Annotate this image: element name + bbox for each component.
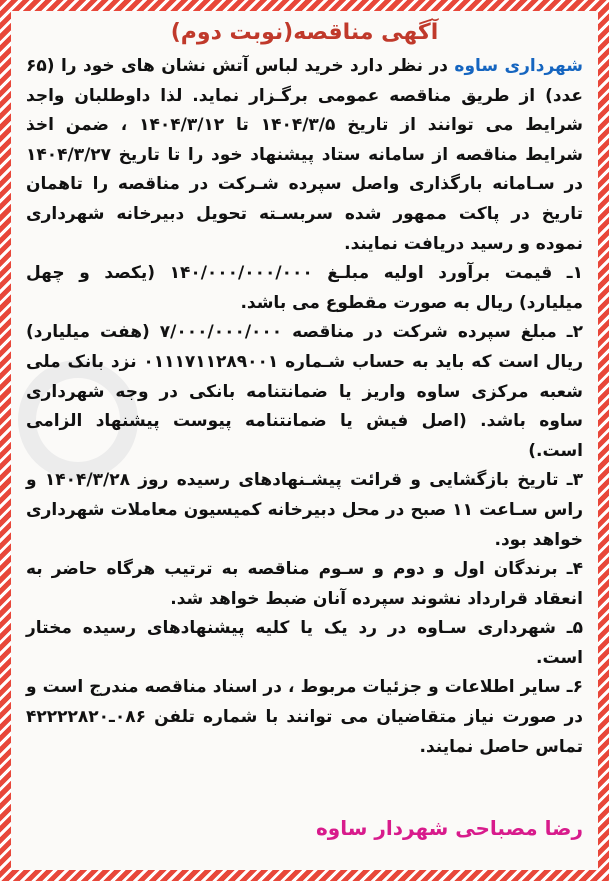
intro-paragraph (26, 52, 583, 259)
clause-2: ۲ـ مبلغ سپرده شرکت در مناقصه ۷/۰۰۰/۰۰۰/۰۰۰ (هفت میلیارد) ریال است که باید به حساب شـماره ۰۱۱۱۷۱۱۲۸۹۰۰۱ نزد بانک ملی شعبه مرکزی ساوه واریز یا ضمانتنامه بانکی در وجه شهرداری ساوه باشد. (اصل فیش یا ضمانتنامه پیوست پیشنهاد الزامی است.) (26, 322, 583, 461)
clause-6: ۶ـ سایر اطلاعات و جزئیات مربوط ، در اسناد مناقصه مندرج است و در صورت نیاز متقاضیان می توانند با شماره تلفن ۰۸۶ـ۴۲۲۲۲۸۲۰ تماس حاصل نمایند. (26, 677, 583, 757)
notice-body (26, 16, 583, 866)
clause-5: ۵ـ شهرداری سـاوه در رد یک یا کلیه پیشنهادهای رسیده مختار است. (26, 618, 583, 668)
organization-name: شهرداری ساوه (454, 56, 583, 76)
clause-1: ۱ـ قیمت برآورد اولیه مبلـغ ۱۴۰/۰۰۰/۰۰۰/۰۰۰ (یکصد و چهل میلیارد) ریال به صورت مقطوع می باشد. (26, 263, 583, 313)
intro-text: در نظر دارد خرید لباس آتش نشان های خود را (۶۵ عدد) از طریق مناقصه عمومی برگـزار نماید. لذا داوطلبان واجد شرایط می توانند از تاریخ ۱۴۰۴/۳/۵ تا ۱۴۰۴/۳/۱۲ ، ضمن اخذ شرایط مناقصه از سامانه ستاد پیشنهاد خود را تا تاریخ ۱۴۰۴/۳/۲۷ در سـامانه بارگذاری واصل سپرده شـرکت در مناقصه را تاهمان تاریخ در پاکت ممهور شده سربسـته تحویل دبیرخانه شهرداری نموده و رسید دریافت نمایند. (26, 56, 583, 254)
notice-title: آگهی مناقصه(نوبت دوم) (170, 20, 439, 45)
clause-4: ۴ـ برندگان اول و دوم و سـوم مناقصه به ترتیب هرگاه حاضر به انعقاد قرارداد نشوند سپرده آنان ضبط خواهد شد. (26, 559, 583, 609)
signature: رضا مصباحی شهردار ساوه (315, 816, 583, 840)
clause-3: ۳ـ تاریخ بازگشایی و قرائت پیشـنهادهای رسیده روز ۱۴۰۴/۳/۲۸ و راس سـاعت ۱۱ صبح در محل دبیرخانه کمیسیون معاملات شهرداری خواهد بود. (26, 470, 583, 550)
